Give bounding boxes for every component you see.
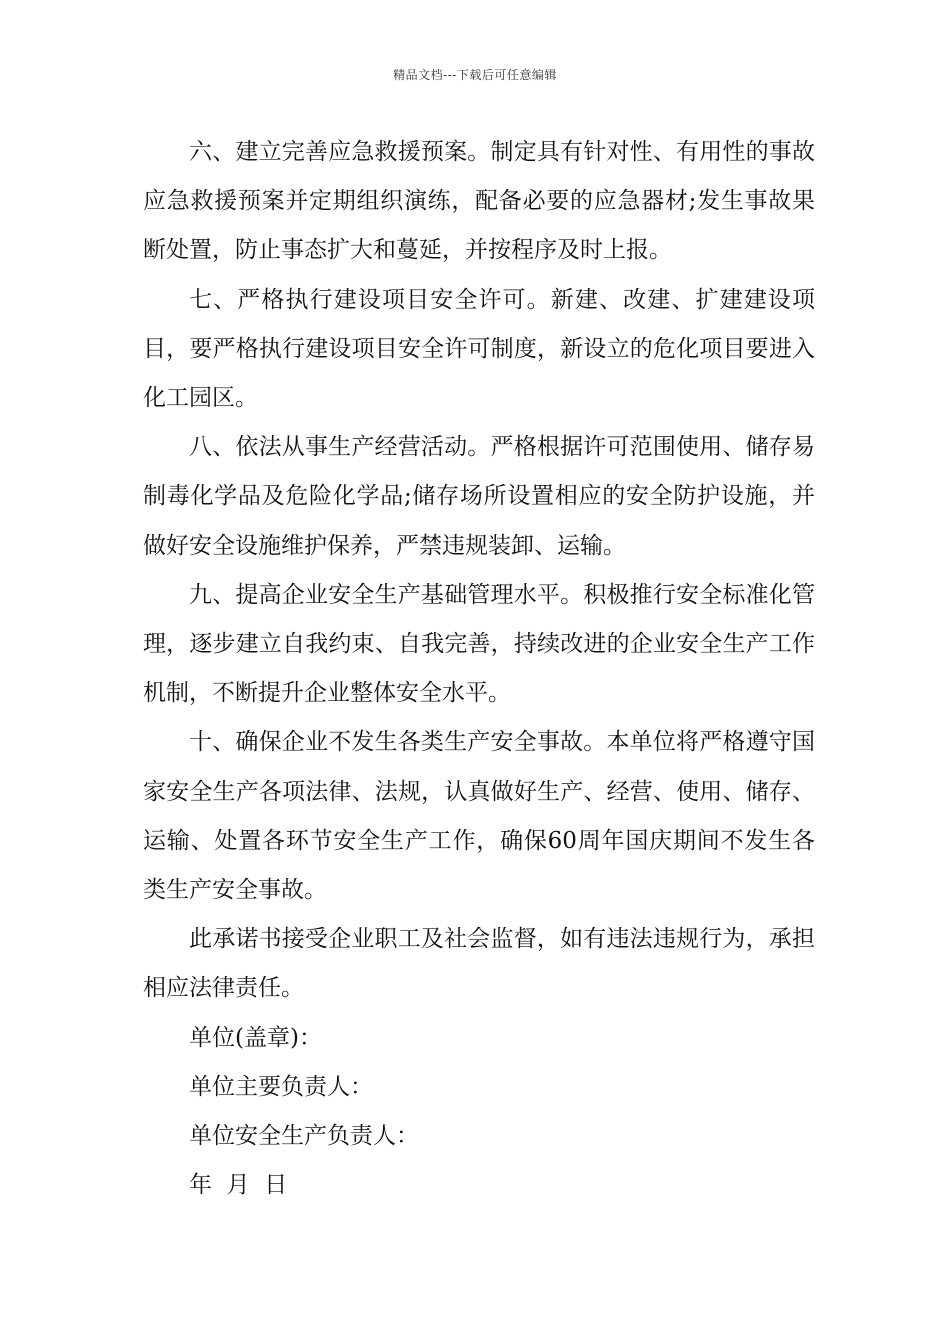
page-header: 精品文档---下载后可任意编辑 [393,68,557,82]
paragraph-nine: 九、提高企业安全生产基础管理水平。积极推行安全标准化管理，逐步建立自我约束、自我完善，持续改进的企业安全生产工作机制，不断提升企业整体安全水平。 [143,581,815,707]
paragraph-six: 六、建立完善应急救援预案。制定具有针对性、有用性的事故应急救援预案并定期组织演练，配备必要的应急器材;发生事故果断处置，防止事态扩大和蔓延，并按程序及时上报。 [143,139,815,264]
paragraph-ten: 十、确保企业不发生各类生产安全事故。本单位将严格遵守国家安全生产各项法律、法规，认真做好生产、经营、使用、储存、运输、处置各环节安全生产工作，确保60周年国庆期间不发生各类生产安全事故。 [143,729,815,904]
paragraph-eight: 八、依法从事生产经营活动。严格根据许可范围使用、储存易制毒化学品及危险化学品;储存场所设置相应的安全防护设施，并做好安全设施维护保养，严禁违规装卸、运输。 [143,434,815,559]
document-body [143,128,815,1210]
safety-principal-line: 单位安全生产负责人： [189,1123,419,1150]
paragraph-supervision: 此承诺书接受企业职工及社会监督，如有违法违规行为，承担相应法律责任。 [143,926,815,1002]
unit-seal-line: 单位(盖章)： [189,1024,322,1051]
signature-block [143,1014,815,1211]
principal-line: 单位主要负责人： [189,1073,373,1100]
date-line: 年 月 日 [189,1172,288,1199]
paragraph-seven: 七、严格执行建设项目安全许可。新建、改建、扩建建设项目，要严格执行建设项目安全许可制度，新设立的危化项目要进入化工园区。 [143,286,815,412]
